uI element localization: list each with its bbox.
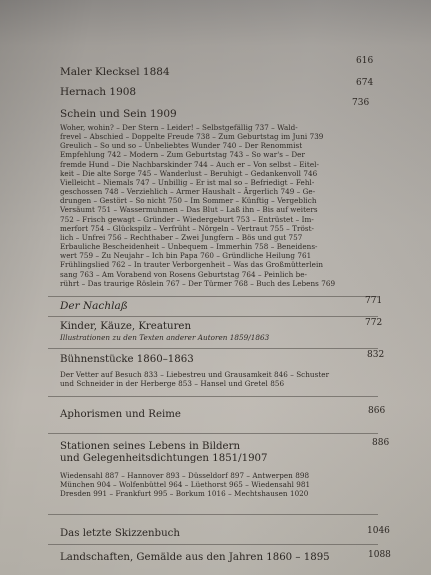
section-kinder-kaeuze: Kinder, Käuze, Kreaturen bbox=[60, 321, 192, 332]
poem-line: Woher, wohin? – Der Stern – Leider! – Selbstgefällig 737 – Wald- bbox=[60, 123, 298, 132]
stationen-line: München 904 – Wolfenbüttel 964 – Lüethorst 965 – Wiedensahl 981 bbox=[60, 480, 311, 490]
page-number-aphorismen: 866 bbox=[368, 406, 386, 416]
poem-line: wert 759 – Zu Neujahr – Ich bin Papa 760 – Gründliche Heilung 761 bbox=[60, 251, 312, 261]
section-skizzenbuch: Das letzte Skizzenbuch bbox=[60, 528, 180, 539]
page-number-landschaften: 1088 bbox=[368, 550, 391, 560]
page-number-schein: 736 bbox=[352, 98, 370, 108]
poem-line: Versäumt 751 – Wassermuhmen – Das Blut – Laß ihn – Bis auf weiters bbox=[60, 205, 318, 215]
page-number-skizzenbuch: 1046 bbox=[367, 526, 390, 536]
poem-line: keit – Die alte Sorge 745 – Wanderlust – Beruhigt – Gedankenvoll 746 bbox=[60, 168, 318, 178]
divider bbox=[48, 396, 378, 397]
buehnen-line: und Schneider in der Herberge 853 – Hansel und Gretel 856 bbox=[60, 379, 285, 389]
divider bbox=[48, 296, 378, 297]
divider bbox=[48, 348, 378, 349]
entry-schein-und-sein: Schein und Sein 1909 bbox=[60, 108, 177, 120]
poem-line: Vielleicht – Niemals 747 – Unbillig – Er ist mal so – Befriedigt – Fehl- bbox=[60, 177, 315, 187]
divider bbox=[48, 514, 378, 515]
stationen-line: Wiedensahl 887 – Hannover 893 – Düsseldorf 897 – Antwerpen 898 bbox=[60, 471, 310, 480]
poem-line: Greulich – So und so – Unbeliebtes Wunder 740 – Der Renommist bbox=[60, 141, 303, 151]
poem-line: drungen – Gestört – So nicht 750 – Im Sommer – Künftig – Vergeblich bbox=[60, 196, 317, 206]
poem-line: geschossen 748 – Verziehlich – Armer Haushalt – Ärgerlich 749 – Ge- bbox=[60, 187, 316, 197]
page-number-stationen: 886 bbox=[372, 438, 390, 448]
stationen-list bbox=[60, 471, 370, 498]
section-stationen-line2: und Gelegenheitsdichtungen 1851/1907 bbox=[60, 453, 268, 464]
section-landschaften: Landschaften, Gemälde aus den Jahren 1860 – 1895 bbox=[60, 552, 330, 563]
stationen-line: Dresden 991 – Frankfurt 995 – Borkum 1016 – Mechtshausen 1020 bbox=[60, 489, 309, 499]
divider bbox=[48, 544, 378, 545]
page-number-kinder: 772 bbox=[365, 318, 383, 328]
poem-line: merfort 754 – Glückspilz – Verfrüht – Nörgeln – Vertraut 755 – Tröst- bbox=[60, 223, 315, 233]
poem-line: lich – Unfrei 756 – Rechthaber – Zwei Jungfern – Bös und gut 757 bbox=[60, 232, 303, 242]
poem-line: rührt – Das traurige Röslein 767 – Der Türmer 768 – Buch des Lebens 769 bbox=[60, 278, 336, 288]
poem-line: Empfehlung 742 – Modern – Zum Geburtstag 743 – So war's – Der bbox=[60, 150, 305, 160]
entry-maler-klecksel: Maler Klecksel 1884 bbox=[60, 66, 170, 78]
entry-hernach: Hernach 1908 bbox=[60, 86, 137, 98]
buehnen-line: Der Vetter auf Besuch 833 – Liebestreu und Grausamkeit 846 – Schuster bbox=[60, 370, 330, 379]
poem-line: frevel – Abschied – Doppelte Freude 738 – Zum Geburtstag im Juni 739 bbox=[60, 132, 324, 142]
divider bbox=[48, 433, 378, 434]
poem-line: sang 763 – Am Vorabend von Rosens Geburtstag 764 – Peinlich be- bbox=[60, 269, 308, 279]
buehnen-list bbox=[60, 370, 365, 388]
poem-line: Frühlingslied 762 – In trauter Verborgenheit – Was das Großmütterlein bbox=[60, 260, 323, 270]
section-aphorismen: Aphorismen und Reime bbox=[60, 409, 181, 420]
poem-line: fremde Hund – Die Nachbarskinder 744 – Auch er – Von selbst – Eitel- bbox=[60, 159, 319, 169]
poem-list bbox=[60, 123, 370, 288]
divider bbox=[48, 316, 378, 317]
page-number-maler: 616 bbox=[356, 56, 374, 66]
page-number-nachlass: 771 bbox=[365, 296, 383, 306]
poem-line: 752 – Frisch gewagt – Gründer – Wiedergeburt 753 – Entrüstet – Im- bbox=[60, 214, 314, 224]
section-stationen-line1: Stationen seines Lebens in Bildern bbox=[60, 441, 241, 452]
section-kinder-subtitle: Illustrationen zu den Texten anderer Autoren 1859/1863 bbox=[60, 333, 270, 342]
page-number-buehnen: 832 bbox=[367, 350, 385, 360]
section-nachlass: Der Nachlaß bbox=[60, 300, 128, 312]
poem-line: Erbauliche Bescheidenheit – Unbequem – Immerhin 758 – Beneidens- bbox=[60, 242, 318, 252]
page-number-hernach: 674 bbox=[356, 78, 374, 88]
section-buehnenstuecke: Bühnenstücke 1860–1863 bbox=[60, 354, 194, 365]
